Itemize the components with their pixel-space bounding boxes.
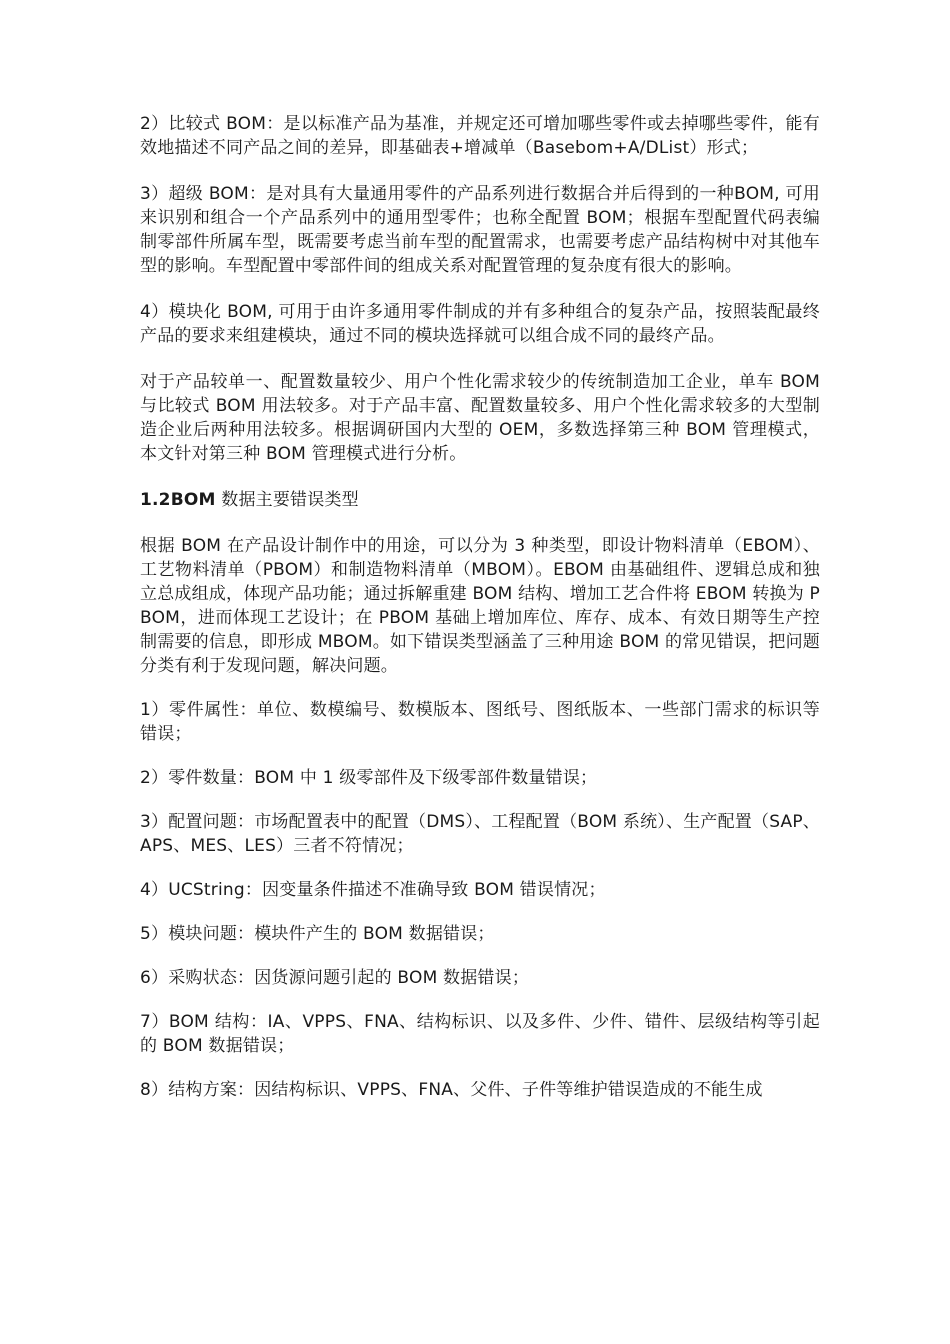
- list-item-configuration: 3）配置问题：市场配置表中的配置（DMS）、工程配置（BOM 系统）、生产配置（SAP、APS、MES、LES）三者不符情况；: [140, 812, 820, 856]
- paragraph-modular-bom: 4）模块化 BOM, 可用于由许多通用零件制成的并有多种组合的复杂产品，按照装配最终产品的要求来组建模块，通过不同的模块选择就可以组合成不同的最终产品。: [140, 302, 820, 346]
- section-heading: [140, 488, 820, 512]
- paragraph-bom-types: 根据 BOM 在产品设计制作中的用途，可以分为 3 种类型，即设计物料清单（EBOM）、工艺物料清单（PBOM）和制造物料清单（MBOM）。EBOM 由基础组件、逻辑总成和独立总成组成，体现产品功能；通过拆解重建 BOM 结构、增加工艺合件将 EBOM 转换为 PBOM，进而体现工艺设计；在 PBOM 基础上增加库位、库存、成本、有效日期等生产控制需要的信息，即形成 MBOM。如下错误类型涵盖了三种用途 BOM 的常见错误，把问题分类有利于发现问题，解决问题。: [140, 536, 820, 676]
- list-item-purchase-status: 6）采购状态：因货源问题引起的 BOM 数据错误；: [140, 968, 530, 988]
- paragraph-comparative-bom: 2）比较式 BOM：是以标准产品为基准，并规定还可增加哪些零件或去掉哪些零件，能有效地描述不同产品之间的差异，即基础表+增减单（Basebom+A/DList）形式；: [140, 114, 820, 158]
- section-heading-number: 1.2BOM: [140, 490, 216, 510]
- document-body: [140, 112, 820, 1122]
- list-item-part-quantity: 2）零件数量：BOM 中 1 级零部件及下级零部件数量错误；: [140, 768, 598, 788]
- paragraph-usage-summary: 对于产品较单一、配置数量较少、用户个性化需求较少的传统制造加工企业，单车 BOM 与比较式 BOM 用法较多。对于产品丰富、配置数量较多、用户个性化需求较多的大型制造企业后两种用法较多。根据调研国内大型的 OEM，多数选择第三种 BOM 管理模式，本文针对第三种 BOM 管理模式进行分析。: [140, 372, 820, 464]
- list-item-part-attributes: 1）零件属性：单位、数模编号、数模版本、图纸号、图纸版本、一些部门需求的标识等错误；: [140, 700, 820, 744]
- paragraph-super-bom: 3）超级 BOM：是对具有大量通用零件的产品系列进行数据合并后得到的一种BOM, 可用来识别和组合一个产品系列中的通用型零件；也称全配置 BOM；根据车型配置代码表编制零部件所属车型，既需要考虑当前车型的配置需求，也需要考虑产品结构树中对其他车型的影响。车型配置中零部件间的组成关系对配置管理的复杂度有很大的影响。: [140, 184, 820, 276]
- list-item-ucstring: 4）UCString：因变量条件描述不准确导致 BOM 错误情况；: [140, 880, 606, 900]
- list-item-bom-structure: 7）BOM 结构：IA、VPPS、FNA、结构标识、以及多件、少件、错件、层级结构等引起的 BOM 数据错误；: [140, 1012, 820, 1056]
- list-item-module: 5）模块问题：模块件产生的 BOM 数据错误；: [140, 924, 495, 944]
- section-heading-text: 数据主要错误类型: [215, 490, 359, 510]
- list-item-structure-scheme: 8）结构方案：因结构标识、VPPS、FNA、父件、子件等维护错误造成的不能生成: [140, 1080, 763, 1100]
